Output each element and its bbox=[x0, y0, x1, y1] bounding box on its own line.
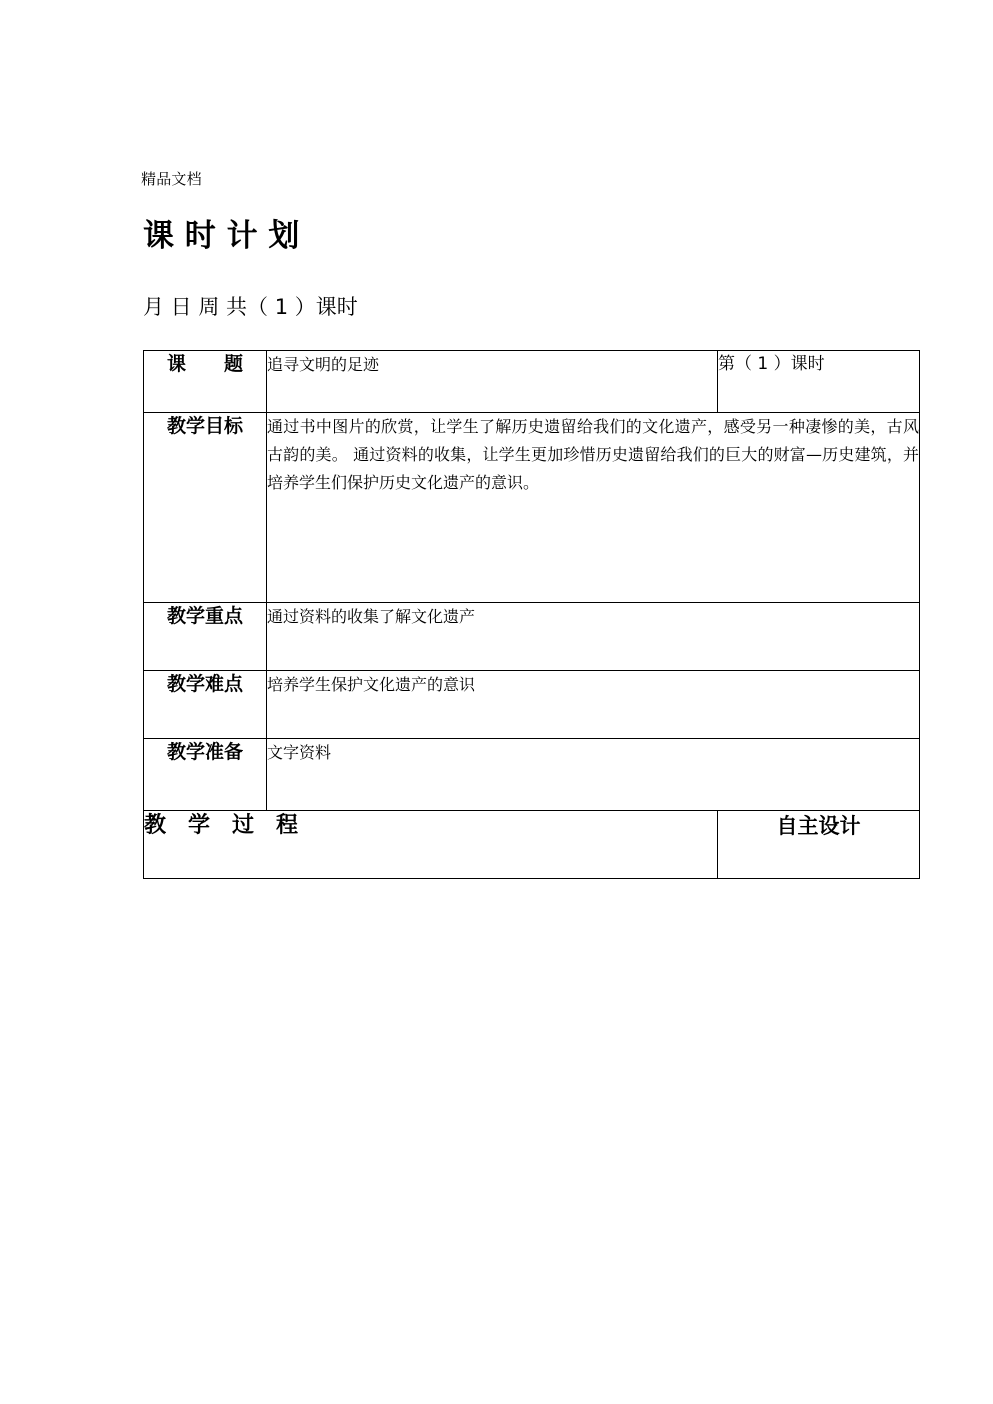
process-label: 教 学 过 程 bbox=[144, 811, 718, 879]
lesson-date-line: 月 日 周 共（ 1 ）课时 bbox=[143, 295, 358, 319]
key-point-value: 通过资料的收集了解文化遗产 bbox=[267, 603, 920, 671]
table-row-difficult-point bbox=[144, 671, 920, 739]
preparation-value: 文字资料 bbox=[267, 739, 920, 811]
self-design-label: 自主设计 bbox=[718, 811, 920, 879]
watermark-text: 精品文档 bbox=[141, 170, 202, 188]
table-row-objective bbox=[144, 413, 920, 603]
difficult-point-label: 教学难点 bbox=[144, 671, 267, 739]
topic-period-value: 第（ 1 ）课时 bbox=[718, 351, 920, 413]
table-row-topic bbox=[144, 351, 920, 413]
lesson-plan-table bbox=[143, 350, 920, 879]
key-point-label: 教学重点 bbox=[144, 603, 267, 671]
table-row-preparation bbox=[144, 739, 920, 811]
objective-label: 教学目标 bbox=[144, 413, 267, 603]
table-row-process bbox=[144, 811, 920, 879]
topic-value: 追寻文明的足迹 bbox=[267, 351, 718, 413]
topic-label: 课 题 bbox=[144, 351, 267, 413]
difficult-point-value: 培养学生保护文化遗产的意识 bbox=[267, 671, 920, 739]
preparation-label: 教学准备 bbox=[144, 739, 267, 811]
table-row-key-point bbox=[144, 603, 920, 671]
page-title: 课 时 计 划 bbox=[143, 218, 300, 254]
objective-value: 通过书中图片的欣赏，让学生了解历史遗留给我们的文化遗产，感受另一种凄惨的美，古风古韵的美。 通过资料的收集，让学生更加珍惜历史遗留给我们的巨大的财富—历史建筑，并培养学生们保护历史文化遗产的意识。 bbox=[267, 413, 920, 603]
